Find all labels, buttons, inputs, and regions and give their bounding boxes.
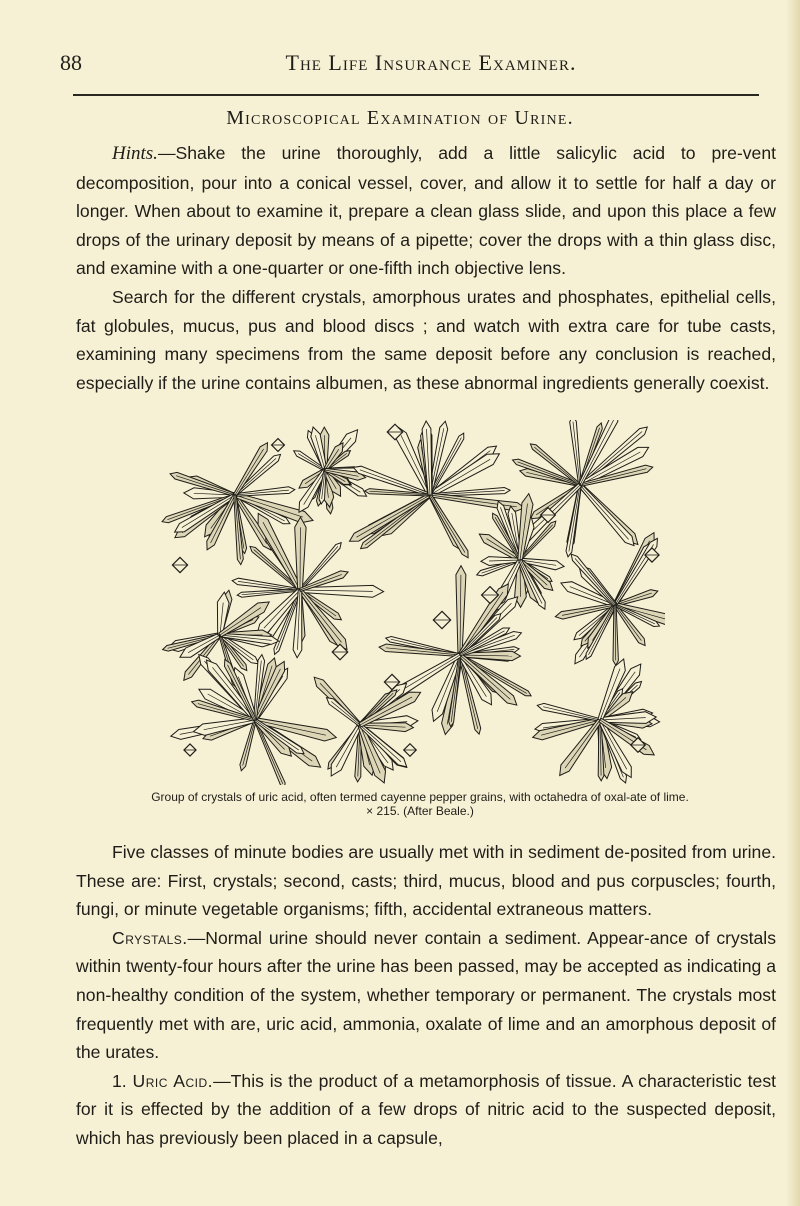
- uric-acid-heading: Uric Acid.: [132, 1070, 214, 1091]
- section-title: Microscopical Examination of Urine.: [226, 107, 574, 129]
- paragraph-crystals: [76, 924, 776, 1067]
- crystal-hatch: [243, 720, 255, 766]
- crystals-text: —Normal urine should never contain a sediment. Appear-ance of crystals within twenty-four hours after the urine has been passed, may be accepted as indicating a non-healthy condition of the system, whether temporary or permanent. The crystals most frequently met with are, uric acid, ammonia, oxalate of lime and an amorphous deposit of the urates.: [76, 927, 776, 1063]
- crystal-hatch: [543, 707, 600, 720]
- body-text: [76, 838, 776, 1153]
- crystal-prism: [481, 557, 520, 566]
- uric-acid-number: 1.: [112, 1070, 127, 1091]
- crystal-cluster: [162, 443, 313, 565]
- crystal-cluster: [171, 655, 336, 786]
- crystals-heading: Crystals.: [112, 927, 188, 948]
- hints-heading: Hints.: [112, 143, 158, 164]
- figure-caption: Group of crystals of uric acid, often termed cayenne pepper grains, with octahedra of oxal-ate of lime. × 215. (After Beale.): [151, 790, 689, 818]
- hints-text: —Shake the urine thoroughly, add a little salicylic acid to pre-vent decomposition, pour into a conical vessel, cover, and allow it to settle for half a day or longer. When about to examine it, prepare a clean glass slide, and upon this place a few drops of the urinary deposit by means of a pipette; cover the drops with a thin glass disc, and examine with a one-quarter or one-fifth inch objective lens.: [76, 143, 776, 279]
- crystal-cluster: [513, 420, 653, 557]
- page-edge-shadow: [786, 0, 800, 1206]
- crystal-cluster: [350, 421, 525, 558]
- crystal-hatch: [580, 485, 629, 539]
- header-rule: [73, 94, 759, 96]
- running-head: The Life Insurance Examiner.: [285, 50, 577, 75]
- crystals-figure: [160, 420, 665, 785]
- page-header: [60, 48, 780, 78]
- paragraph-five-classes: Five classes of minute bodies are usually met with in sediment de-posited from urine. These are: First, crystals; second, casts; third, mucus, blood and pus corpuscles; fourth, fungi, or minute vegetable organisms; fifth, accidental extraneous matters.: [76, 842, 776, 920]
- page-number: 88: [60, 50, 82, 75]
- paragraph-search: Search for the different crystals, amorphous urates and phosphates, epithelial cells, fat globules, mucus, pus and blood discs ; and watch with extra care for tube casts, examining many specimens from the same deposit before any conclusion is reached, especially if the urine contains albumen, as these abnormal ingredients generally coexist.: [76, 286, 776, 393]
- intro-text: [76, 139, 776, 397]
- crystal-hatch: [430, 495, 465, 553]
- paragraph-hints: [76, 139, 776, 283]
- uric-acid-text: —This is the product of a metamorphosis of tissue. A characteristic test for it is effected by the addition of a few drops of nitric acid to the suspected deposit, which has previously been placed in a capsule,: [76, 1070, 777, 1148]
- crystal-cluster: [533, 659, 660, 783]
- uric-acid-crystals-illustration: [160, 420, 665, 785]
- paragraph-uric-acid: [76, 1067, 776, 1153]
